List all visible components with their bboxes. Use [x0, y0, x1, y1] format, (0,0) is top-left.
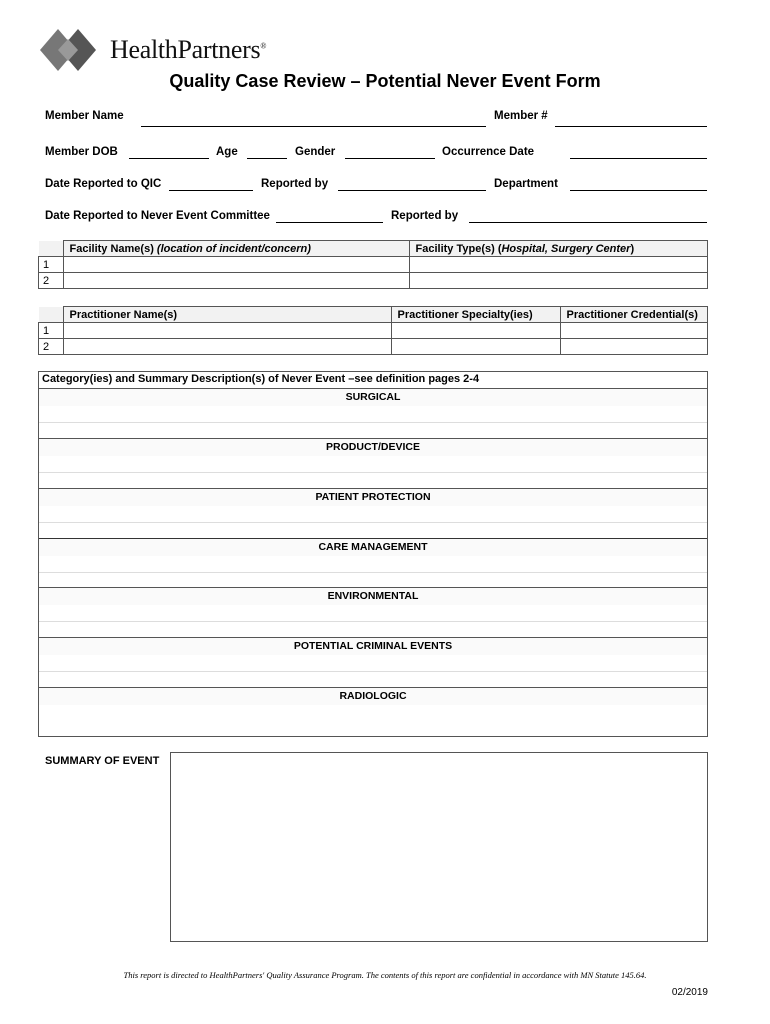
reported-by-label: Reported by [261, 178, 329, 190]
member-name-label: Member Name [45, 110, 124, 122]
practitioner-credential-cell-1[interactable] [560, 323, 708, 339]
reported-by-2-field[interactable] [469, 222, 707, 223]
age-field[interactable] [247, 158, 287, 159]
category-box [38, 371, 708, 737]
practitioner-name-cell-2[interactable] [63, 339, 391, 355]
gender-label: Gender [295, 146, 336, 158]
gender-field[interactable] [345, 158, 435, 159]
practitioner-name-header: Practitioner Name(s) [63, 307, 391, 323]
page-title: Quality Case Review – Potential Never Event Form [169, 71, 601, 91]
section-care-management: CARE MANAGEMENT [39, 538, 707, 556]
member-dob-field[interactable] [129, 158, 209, 159]
practitioner-specialty-header: Practitioner Specialty(ies) [391, 307, 560, 323]
footer-note: This report is directed to HealthPartners' Quality Assurance Program. The contents of this report are confidential in accordance with MN Statute 145.64. [123, 970, 647, 980]
reported-by-field[interactable] [338, 190, 486, 191]
logo-diamond-icon [40, 27, 104, 73]
practitioner-credential-header: Practitioner Credential(s) [560, 307, 708, 323]
practitioner-name-cell-1[interactable] [63, 323, 391, 339]
reported-by-2-label: Reported by [391, 210, 459, 222]
facility-type-cell-1[interactable] [409, 257, 708, 273]
section-radiologic: RADIOLOGIC [39, 687, 707, 705]
practitioner-specialty-cell-2[interactable] [391, 339, 560, 355]
member-dob-label: Member DOB [45, 146, 118, 158]
section-surgical: SURGICAL [39, 388, 707, 406]
date-reported-committee-label: Date Reported to Never Event Committee [45, 210, 270, 222]
table-row: 1 [39, 323, 708, 339]
logo-text: HealthPartners [110, 35, 261, 64]
facility-type-header: Facility Type(s) (Hospital, Surgery Center) [409, 241, 708, 257]
occurrence-date-label: Occurrence Date [442, 146, 535, 158]
section-potential-criminal-events: POTENTIAL CRIMINAL EVENTS [39, 637, 707, 655]
occurrence-date-field[interactable] [570, 158, 707, 159]
practitioner-credential-cell-2[interactable] [560, 339, 708, 355]
date-reported-qic-label: Date Reported to QIC [45, 178, 162, 190]
member-name-field[interactable] [141, 126, 486, 127]
member-number-field[interactable] [555, 126, 707, 127]
summary-textbox[interactable] [170, 752, 708, 942]
facility-name-header: Facility Name(s) (location of incident/concern) [63, 241, 409, 257]
category-title: Category(ies) and Summary Description(s) of Never Event –see definition pages 2-4 [42, 373, 480, 385]
date-reported-committee-field[interactable] [276, 222, 383, 223]
summary-label: SUMMARY OF EVENT [45, 755, 160, 767]
facility-name-cell-2[interactable] [63, 273, 409, 289]
date-reported-qic-field[interactable] [169, 190, 253, 191]
department-field[interactable] [570, 190, 707, 191]
section-product-device: PRODUCT/DEVICE [39, 438, 707, 456]
member-number-label: Member # [494, 110, 548, 122]
form-date: 02/2019 [671, 987, 708, 998]
table-row: 1 [39, 257, 708, 273]
table-row: 2 [39, 273, 708, 289]
section-environmental: ENVIRONMENTAL [39, 587, 707, 605]
practitioner-table [38, 306, 708, 355]
facility-table [38, 240, 708, 289]
facility-type-cell-2[interactable] [409, 273, 708, 289]
table-row: 2 [39, 339, 708, 355]
healthpartners-logo [40, 27, 280, 73]
facility-name-cell-1[interactable] [63, 257, 409, 273]
age-label: Age [216, 146, 238, 158]
department-label: Department [494, 178, 558, 190]
practitioner-specialty-cell-1[interactable] [391, 323, 560, 339]
section-patient-protection: PATIENT PROTECTION [39, 488, 707, 506]
registered-mark: ® [260, 41, 267, 51]
